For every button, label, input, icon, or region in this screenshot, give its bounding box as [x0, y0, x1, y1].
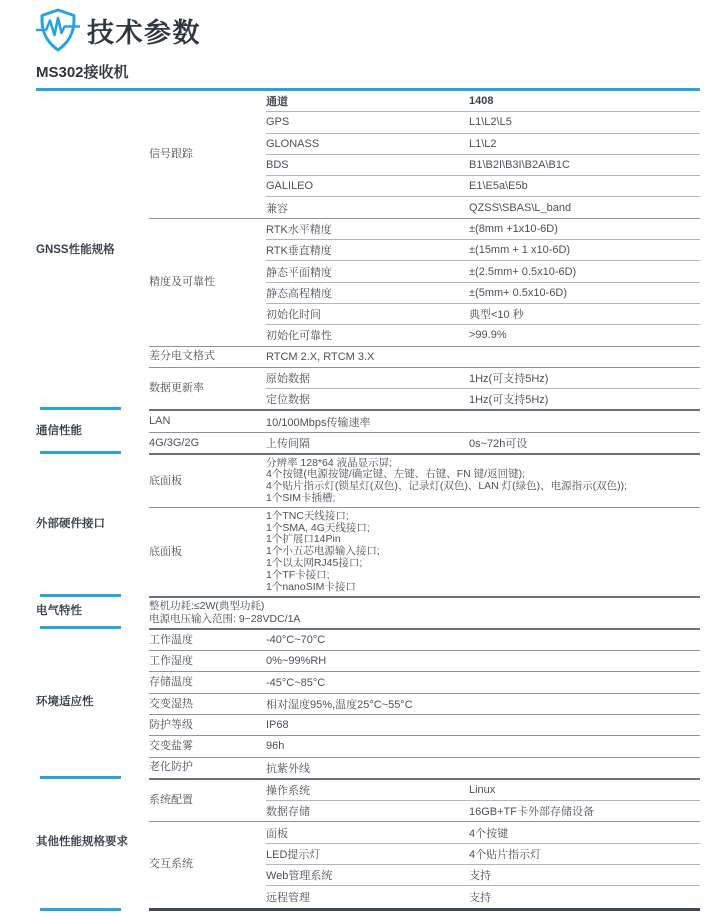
- spec-group-rows: [266, 455, 700, 507]
- spec-group: [149, 757, 700, 778]
- spec-value-span: 0%~99%RH: [266, 655, 327, 668]
- spec-group-rows: [266, 411, 700, 431]
- spec-group: [149, 346, 700, 367]
- spec-param: GLONASS: [266, 137, 320, 150]
- spec-value-line: 1个SMA, 4G天线接口;: [266, 521, 370, 534]
- spec-param: GALILEO: [266, 180, 314, 193]
- spec-subcategory-label: 交变盐雾: [149, 740, 193, 753]
- spec-value: 典型<10 秒: [469, 309, 524, 322]
- spec-group: [149, 714, 700, 735]
- spec-row: [266, 672, 700, 692]
- spec-group-rows: [266, 672, 700, 692]
- spec-section-body: [149, 91, 700, 409]
- spec-param: BDS: [266, 159, 289, 172]
- spec-group-rows: [266, 630, 700, 650]
- spec-group: [149, 630, 700, 650]
- spec-row: [266, 843, 700, 864]
- spec-value: E1\E5a\E5b: [469, 180, 528, 193]
- spec-param: 初始化时间: [266, 309, 321, 322]
- spec-subcategory-label: 老化防护: [149, 761, 193, 774]
- spec-param: 静态平面精度: [266, 266, 332, 279]
- spec-row: [266, 154, 700, 175]
- spec-subcategory-label: 存储温度: [149, 676, 193, 689]
- spec-value: L1\L2\L5: [469, 116, 512, 129]
- spec-param: GPS: [266, 116, 290, 129]
- spec-value-span: 相对湿度95%,温度25°C~55°C: [266, 698, 413, 711]
- spec-group-rows: [266, 822, 700, 906]
- spec-section-body: [149, 409, 700, 453]
- spec-row: [266, 239, 700, 260]
- spec-value: 支持: [469, 870, 491, 883]
- spec-value: QZSS\SBAS\L_band: [469, 201, 572, 214]
- spec-full-text-line: 整机功耗:≤2W(典型功耗): [149, 600, 265, 613]
- spec-param: RTK垂直精度: [266, 245, 332, 258]
- spec-value-span: RTCM 2.X, RTCM 3.X: [266, 350, 375, 363]
- spec-value: Linux: [469, 784, 496, 797]
- spec-value: 4个按键: [469, 827, 509, 840]
- spec-row: [266, 864, 700, 885]
- spec-subcategory-label: 精度及可靠性: [149, 275, 215, 288]
- spec-param: LED提示灯: [266, 848, 321, 861]
- spec-category-label: 外部硬件接口: [36, 453, 149, 596]
- table-bottom-rule: [36, 907, 700, 913]
- spec-row: [266, 455, 700, 507]
- spec-value: ±(8mm +1x10-6D): [469, 222, 558, 235]
- spec-group-rows: [266, 694, 700, 714]
- spec-group-rows: [266, 219, 700, 346]
- spec-row: [266, 91, 700, 111]
- spec-param: 面板: [266, 827, 288, 840]
- spec-value: 16GB+TF卡外部存储设备: [469, 806, 594, 819]
- spec-subcategory-label: 工作湿度: [149, 655, 193, 667]
- bottom-rule-left: [36, 908, 149, 911]
- spec-group: [149, 432, 700, 453]
- spec-value-multiline: [266, 455, 700, 507]
- spec-row: [266, 780, 700, 800]
- spec-group: [149, 671, 700, 692]
- spec-row: [266, 196, 700, 217]
- spec-value-line: 4个贴片指示灯(锁星灯(双色)、记录灯(双色)、LAN 灯(绿色)、电源指示(双色));: [266, 480, 628, 493]
- spec-row: [266, 219, 700, 239]
- spec-value-line: 1个小五芯电源输入接口;: [266, 545, 380, 558]
- spec-group: [149, 507, 700, 596]
- spec-subcategory-label: 工作温度: [149, 633, 193, 646]
- spec-param: 通道: [266, 96, 288, 109]
- spec-subcategory-label: 系统配置: [149, 794, 193, 807]
- spec-subcategory-label: LAN: [149, 415, 171, 428]
- spec-subcategory-label: 数据更新率: [149, 382, 204, 395]
- spec-param: 上传间隔: [266, 437, 310, 450]
- spec-subcategory-label: 防护等级: [149, 718, 193, 731]
- page-title: 技术参数: [87, 17, 201, 48]
- spec-row: [266, 388, 700, 409]
- spec-row: [266, 347, 700, 367]
- spec-row: [266, 758, 700, 778]
- spec-row: [266, 260, 700, 281]
- spec-param: 定位数据: [266, 394, 310, 407]
- spec-group: [149, 91, 700, 218]
- spec-value: 支持: [469, 891, 491, 904]
- spec-subcategory-label: 底面板: [149, 474, 182, 487]
- spec-param: 兼容: [266, 202, 288, 215]
- spec-section: [36, 596, 700, 628]
- spec-section: [36, 628, 700, 778]
- spec-value-span: IP68: [266, 719, 289, 732]
- spec-param: 静态高程精度: [266, 287, 332, 300]
- spec-value: >99.9%: [469, 329, 507, 342]
- page-header: [36, 6, 700, 54]
- spec-row: [266, 630, 700, 650]
- spec-group-rows: [266, 651, 700, 671]
- spec-category-label: 通信性能: [36, 409, 149, 453]
- spec-row: [266, 133, 700, 154]
- bottom-rule-accent-bar: [40, 908, 121, 911]
- spec-param: RTK水平精度: [266, 223, 332, 236]
- spec-param: 远程管理: [266, 891, 310, 904]
- spec-param: Web管理系统: [266, 870, 333, 883]
- spec-row: [266, 508, 700, 596]
- spec-group: [149, 735, 700, 756]
- spec-group-rows: [266, 758, 700, 778]
- spec-group-rows: [266, 91, 700, 218]
- spec-category-label: 电气特性: [36, 596, 149, 628]
- spec-category-label: 环境适应性: [36, 628, 149, 778]
- spec-value-span: 抗紫外线: [266, 762, 310, 775]
- spec-value-line: 1个以太网RJ45接口;: [266, 556, 363, 569]
- spec-group: [149, 821, 700, 906]
- spec-value-span: -40°C~70°C: [266, 633, 326, 646]
- spec-full-text-line: 电源电压输入范围: 9~28VDC/1A: [149, 612, 301, 625]
- spec-group-rows: [266, 433, 700, 453]
- spec-section-body: [149, 778, 700, 907]
- spec-row: [266, 282, 700, 303]
- spec-row: [266, 736, 700, 756]
- spec-category-label: GNSS性能规格: [36, 243, 115, 256]
- spec-group: [149, 455, 700, 507]
- spec-section: [36, 91, 700, 409]
- spec-group-rows: [266, 715, 700, 735]
- spec-section-body: [149, 453, 700, 596]
- spec-row: [266, 694, 700, 714]
- spec-group-rows: [266, 736, 700, 756]
- spec-group: [149, 693, 700, 714]
- product-subtitle: MS302接收机: [36, 64, 129, 81]
- spec-row: [266, 651, 700, 671]
- spec-value-span: -45°C~85°C: [266, 676, 326, 689]
- spec-param: 原始数据: [266, 373, 310, 385]
- spec-section: [36, 453, 700, 596]
- spec-value: 1Hz(可支持5Hz): [469, 394, 549, 407]
- spec-section-body: [149, 628, 700, 778]
- spec-value-line: 1个TNC天线接口;: [266, 509, 349, 522]
- spec-section-body: [149, 596, 700, 628]
- spec-subcategory-label: 交互系统: [149, 858, 193, 871]
- spec-subcategory-label: 4G/3G/2G: [149, 436, 200, 449]
- spec-value: 4个贴片指示灯: [469, 848, 542, 861]
- spec-section: [36, 778, 700, 907]
- spec-row: [266, 368, 700, 388]
- spec-row: [266, 303, 700, 324]
- spec-table: [36, 88, 700, 913]
- spec-subcategory-label: 底面板: [149, 545, 182, 558]
- spec-value-line: 1个TF卡接口;: [266, 568, 330, 581]
- bottom-rule-line: [149, 908, 700, 911]
- spec-row: [266, 175, 700, 196]
- spec-value-line: 1个nanoSIM卡接口: [266, 580, 356, 593]
- spec-value-line: 1个SIM卡插槽;: [266, 491, 336, 504]
- spec-row: [266, 800, 700, 821]
- spec-group: [149, 650, 700, 671]
- spec-row: [266, 324, 700, 345]
- spec-value-line: 分辨率 128*64 液晶显示屏;: [266, 456, 393, 469]
- spec-subcategory-label: 信号跟踪: [149, 148, 193, 161]
- spec-value: ±(15mm + 1 x10-6D): [469, 244, 571, 257]
- spec-group: [149, 218, 700, 346]
- spec-value: B1\B2I\B3I\B2A\B1C: [469, 159, 570, 172]
- shield-wave-icon: [36, 7, 80, 53]
- spec-value: 1Hz(可支持5Hz): [469, 373, 549, 385]
- spec-full-text: [149, 598, 700, 628]
- spec-value-line: 1个扩展口14Pin: [266, 533, 341, 546]
- spec-value-span: 10/100Mbps传输速率: [266, 416, 371, 429]
- spec-row: [266, 433, 700, 453]
- spec-param: 数据存储: [266, 806, 310, 819]
- spec-row: [266, 715, 700, 735]
- spec-group: [149, 780, 700, 822]
- spec-param: 操作系统: [266, 785, 310, 798]
- spec-row: [266, 885, 700, 906]
- spec-value: 0s~72h可设: [469, 437, 528, 450]
- spec-value: ±(5mm+ 0.5x10-6D): [469, 286, 568, 299]
- spec-value: L1\L2: [469, 137, 497, 150]
- spec-value: ±(2.5mm+ 0.5x10-6D): [469, 265, 577, 278]
- spec-value-multiline: [266, 508, 700, 596]
- spec-group-rows: [266, 780, 700, 822]
- spec-subcategory-label: 差分电文格式: [149, 350, 215, 363]
- spec-category-label: 其他性能规格要求: [36, 778, 149, 907]
- spec-group: [149, 367, 700, 410]
- spec-row: [266, 111, 700, 132]
- spec-value-span: 96h: [266, 740, 285, 753]
- spec-row: [266, 411, 700, 431]
- spec-param: 初始化可靠性: [266, 330, 332, 343]
- spec-group: [149, 598, 700, 628]
- spec-group: [149, 411, 700, 431]
- spec-group-rows: [266, 508, 700, 596]
- spec-group-rows: [266, 368, 700, 410]
- spec-row: [266, 822, 700, 842]
- spec-value: 1408: [469, 95, 494, 108]
- spec-value-line: 4个按键(电源按键/确定键、左键、右键、FN 键/返回键);: [266, 468, 525, 481]
- spec-section: [36, 409, 700, 453]
- spec-subcategory-label: 交变湿热: [149, 697, 193, 710]
- spec-group-rows: [266, 347, 700, 367]
